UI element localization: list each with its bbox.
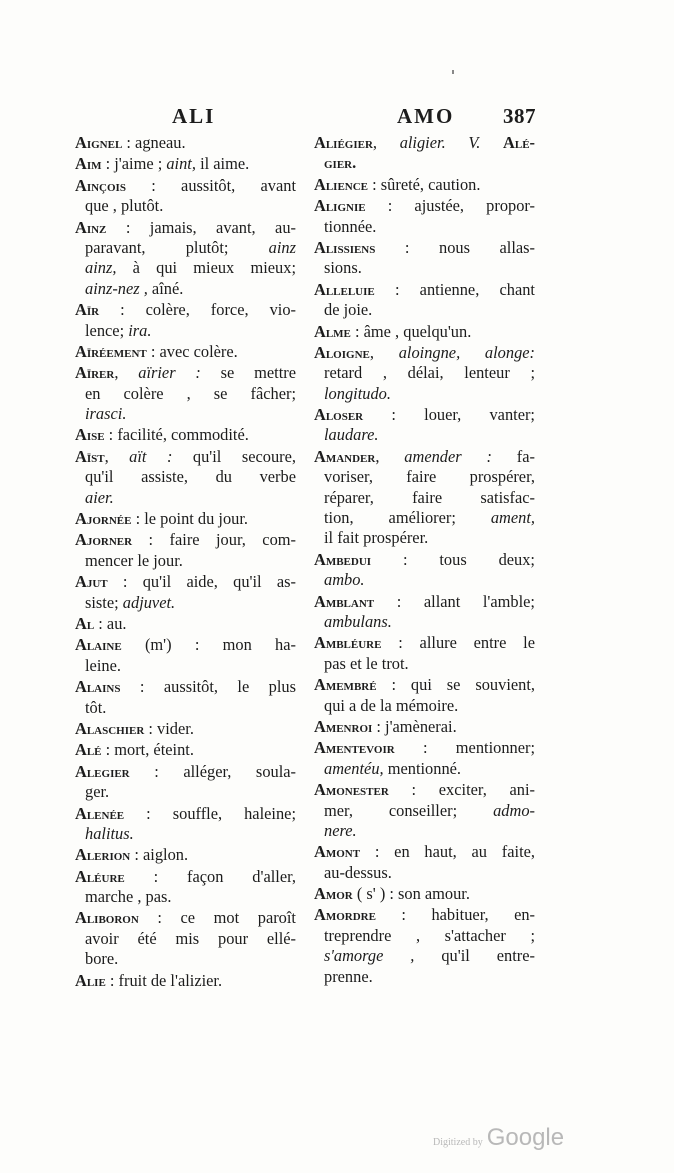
entry-line bbox=[75, 218, 296, 238]
glossary-entry bbox=[314, 133, 535, 174]
entry-line bbox=[75, 635, 296, 655]
definition-text: fa- bbox=[491, 446, 535, 466]
latin-gloss: longitudo. bbox=[324, 383, 391, 403]
glossary-entry bbox=[75, 762, 296, 803]
headword: Aim bbox=[75, 154, 102, 174]
definition-text: : aussitôt, le plus bbox=[120, 677, 296, 697]
latin-gloss: halitus. bbox=[85, 823, 134, 843]
headword: Amblant bbox=[314, 591, 375, 611]
definition-text: : j'amènerai. bbox=[372, 716, 457, 736]
headword: Ajorner bbox=[75, 530, 133, 550]
running-head-left: ALI bbox=[172, 104, 216, 128]
definition-text: que , plutôt. bbox=[85, 196, 164, 216]
definition-text: , bbox=[375, 446, 405, 466]
entry-line bbox=[314, 696, 535, 716]
entry-line bbox=[75, 614, 296, 634]
definition-text: qui a de la mémoire. bbox=[324, 695, 459, 715]
definition-text: : habituer, en- bbox=[375, 905, 535, 925]
definition-text: il fait prospérer. bbox=[324, 528, 429, 548]
entry-line bbox=[75, 300, 296, 320]
entry-line bbox=[314, 946, 535, 966]
glossary-entry bbox=[75, 530, 296, 571]
headword: Amonester bbox=[314, 780, 389, 800]
definition-text: lence; bbox=[85, 320, 129, 340]
glossary-entry bbox=[75, 867, 296, 908]
headword: Aliégier bbox=[314, 133, 373, 152]
headword: Ajut bbox=[75, 572, 108, 592]
latin-gloss: aligier. V. bbox=[399, 133, 481, 152]
entry-line bbox=[75, 321, 296, 341]
definition-text: bore. bbox=[85, 949, 119, 969]
entry-line bbox=[314, 488, 535, 508]
glossary-entry bbox=[75, 342, 296, 362]
entry-line bbox=[314, 633, 535, 653]
definition-text: : jamais, avant, au- bbox=[106, 217, 296, 237]
running-head-right: AMO bbox=[397, 104, 455, 128]
glossary-entry bbox=[75, 719, 296, 739]
latin-gloss: admo- bbox=[493, 800, 535, 820]
entry-line bbox=[314, 675, 535, 695]
definition-text: : tous deux; bbox=[371, 549, 535, 569]
glossary-entry bbox=[314, 238, 535, 279]
entry-line bbox=[314, 425, 535, 445]
entry-line bbox=[75, 404, 296, 424]
glossary-entry bbox=[75, 677, 296, 718]
definition-text: : agneau. bbox=[122, 133, 186, 152]
watermark-prefix: Digitized by bbox=[433, 1137, 483, 1148]
headword: Ambedui bbox=[314, 549, 372, 569]
entry-line bbox=[75, 342, 296, 362]
entry-line bbox=[75, 133, 296, 153]
entry-line bbox=[75, 530, 296, 550]
entry-line bbox=[75, 971, 296, 991]
latin-gloss: s'amorge , bbox=[324, 946, 415, 966]
entry-line bbox=[75, 572, 296, 592]
glossary-entry bbox=[75, 300, 296, 341]
glossary-entry bbox=[314, 175, 535, 195]
definition-text: : faire jour, com- bbox=[132, 530, 296, 550]
entry-line bbox=[314, 300, 535, 320]
glossary-entry bbox=[75, 447, 296, 508]
glossary-entry bbox=[314, 322, 535, 342]
headword: Aïst bbox=[75, 446, 105, 466]
digitization-watermark bbox=[433, 1124, 564, 1152]
latin-gloss: ambulans. bbox=[324, 611, 392, 631]
latin-gloss: ainz bbox=[268, 237, 296, 257]
headword: Alme bbox=[314, 321, 351, 341]
entry-line bbox=[314, 801, 535, 821]
entry-line bbox=[314, 405, 535, 425]
entry-line bbox=[314, 217, 535, 237]
entry-line bbox=[75, 238, 296, 258]
entry-line bbox=[314, 508, 535, 528]
headword: Ambléure bbox=[314, 633, 382, 653]
entry-line bbox=[75, 656, 296, 676]
glossary-entry bbox=[314, 343, 535, 404]
definition-text: leine. bbox=[85, 655, 121, 675]
entry-line bbox=[75, 677, 296, 697]
entry-line bbox=[75, 488, 296, 508]
headword: Aïrer bbox=[75, 363, 115, 383]
glossary-entry bbox=[314, 717, 535, 737]
definition-text: : façon d'aller, bbox=[124, 866, 296, 886]
entry-line bbox=[75, 279, 296, 299]
entry-line bbox=[75, 740, 296, 760]
headword: Aliboron bbox=[75, 908, 139, 928]
entry-line bbox=[314, 717, 535, 737]
definition-text: : facilité, commodité. bbox=[104, 425, 249, 445]
entry-line bbox=[75, 887, 296, 907]
headword: Ajornée bbox=[75, 509, 132, 529]
definition-text: aîné. bbox=[147, 278, 184, 298]
entry-line bbox=[314, 592, 535, 612]
headword: Alignie bbox=[314, 196, 366, 216]
definition-text: : louer, vanter; bbox=[363, 405, 535, 425]
glossary-entry bbox=[75, 804, 296, 845]
entry-line bbox=[314, 780, 535, 800]
definition-text: : ce mot paroît bbox=[138, 908, 296, 928]
glossary-column-right bbox=[314, 133, 535, 988]
headword: Ainçois bbox=[75, 175, 126, 195]
latin-gloss: adjuvet. bbox=[122, 592, 176, 612]
glossary-entry bbox=[75, 572, 296, 613]
glossary-entry bbox=[314, 738, 535, 779]
latin-gloss: ira. bbox=[128, 320, 152, 340]
watermark-brand: Google bbox=[486, 1124, 565, 1151]
entry-line bbox=[314, 343, 535, 363]
entry-line bbox=[75, 467, 296, 487]
glossary-entry bbox=[314, 196, 535, 237]
definition-text: : exciter, ani- bbox=[388, 780, 535, 800]
glossary-entry bbox=[314, 780, 535, 841]
entry-line bbox=[314, 528, 535, 548]
page-number: 387 bbox=[503, 104, 536, 128]
entry-line bbox=[314, 363, 535, 383]
definition-text: : fruit de l'alizier. bbox=[105, 970, 223, 990]
entry-line bbox=[314, 738, 535, 758]
definition-text: : qu'il aide, qu'il as- bbox=[107, 572, 296, 592]
glossary-entry bbox=[75, 509, 296, 529]
definition-text: : souffle, haleine; bbox=[124, 803, 296, 823]
definition-text: : âme , quelqu'un. bbox=[350, 321, 472, 341]
entry-line bbox=[314, 322, 535, 342]
glossary-entry bbox=[75, 740, 296, 760]
definition-text: , bbox=[369, 342, 399, 362]
definition-text: : vider. bbox=[144, 718, 194, 738]
entry-line bbox=[314, 467, 535, 487]
headword: Amander bbox=[314, 446, 376, 466]
entry-line bbox=[314, 280, 535, 300]
entry-line bbox=[75, 929, 296, 949]
definition-text: (m') : mon ha- bbox=[121, 635, 296, 655]
entry-line bbox=[75, 447, 296, 467]
headword: Alaschier bbox=[75, 718, 145, 738]
entry-line bbox=[314, 175, 535, 195]
headword: Alleluie bbox=[314, 279, 375, 299]
glossary-entry bbox=[314, 675, 535, 716]
headword: Aïr bbox=[75, 300, 100, 320]
headword: Alerion bbox=[75, 845, 131, 865]
headword: Alé- bbox=[503, 133, 535, 152]
entry-line bbox=[75, 867, 296, 887]
headword: Alenée bbox=[75, 803, 125, 823]
definition-text: en colère , se fâcher; bbox=[85, 383, 296, 403]
definition-text: : aiglon. bbox=[130, 845, 189, 865]
entry-line bbox=[75, 384, 296, 404]
glossary-entry bbox=[75, 845, 296, 865]
glossary-entry bbox=[75, 614, 296, 634]
definition-text: : avec colère. bbox=[146, 341, 238, 361]
latin-gloss: aint, bbox=[166, 154, 196, 174]
definition-text: : mentionner; bbox=[394, 738, 535, 758]
entry-line bbox=[314, 196, 535, 216]
definition-text: : allure entre le bbox=[381, 633, 535, 653]
entry-line bbox=[314, 842, 535, 862]
glossary-entry bbox=[314, 884, 535, 904]
glossary-entry bbox=[75, 133, 296, 153]
latin-gloss: ainz, bbox=[85, 258, 117, 278]
headword: Amont bbox=[314, 842, 361, 862]
latin-gloss: aloingne, alonge: bbox=[398, 342, 535, 362]
latin-gloss: irasci. bbox=[85, 404, 127, 424]
definition-text: mentionné. bbox=[383, 758, 462, 778]
definition-text: au-dessus. bbox=[324, 862, 392, 882]
definition-text: mencer le jour. bbox=[85, 550, 183, 570]
glossary-column-left bbox=[75, 133, 296, 992]
definition-text: réparer, faire satisfac- bbox=[324, 487, 535, 507]
print-mark bbox=[452, 70, 454, 74]
entry-line bbox=[75, 824, 296, 844]
headword: Al bbox=[75, 613, 95, 633]
headword: Alie bbox=[75, 970, 106, 990]
entry-line bbox=[314, 821, 535, 841]
entry-line bbox=[75, 176, 296, 196]
entry-line bbox=[75, 196, 296, 216]
definition-text: tôt. bbox=[85, 697, 107, 717]
headword: Aise bbox=[75, 425, 105, 445]
entry-line bbox=[314, 550, 535, 570]
entry-line bbox=[75, 363, 296, 383]
headword: Alé bbox=[75, 740, 102, 760]
headword: Amenroi bbox=[314, 716, 373, 736]
headword: Alegier bbox=[75, 761, 130, 781]
definition-text: avoir été mis pour ellé- bbox=[85, 928, 296, 948]
latin-gloss: nere. bbox=[324, 820, 357, 840]
headword: Amentevoir bbox=[314, 738, 395, 758]
definition-text: tionnée. bbox=[324, 216, 377, 236]
entry-line bbox=[314, 258, 535, 278]
definition-text: tion, améliorer; bbox=[324, 508, 491, 528]
latin-gloss: ambo. bbox=[324, 570, 365, 590]
headword: Amembré bbox=[314, 675, 377, 695]
glossary-entry bbox=[314, 592, 535, 633]
definition-text: paravant, plutôt; bbox=[85, 237, 269, 257]
definition-text: : aussitôt, avant bbox=[125, 175, 296, 195]
glossary-entry bbox=[75, 635, 296, 676]
definition-text: : le point du jour. bbox=[131, 509, 249, 529]
headword: Amordre bbox=[314, 905, 376, 925]
glossary-entry bbox=[314, 280, 535, 321]
entry-line bbox=[314, 238, 535, 258]
glossary-entry bbox=[314, 905, 535, 987]
definition-text: mer, conseiller; bbox=[324, 800, 494, 820]
definition-text: qu'il assiste, du verbe bbox=[85, 467, 296, 487]
headword: Alaine bbox=[75, 635, 122, 655]
entry-line bbox=[75, 593, 296, 613]
headword: Alissiens bbox=[314, 237, 376, 257]
glossary-entry bbox=[314, 550, 535, 591]
definition-text: qu'il secoure, bbox=[172, 446, 296, 466]
definition-text: : antienne, chant bbox=[374, 279, 535, 299]
definition-text: : au. bbox=[94, 613, 127, 633]
entry-line bbox=[75, 551, 296, 571]
glossary-entry bbox=[75, 971, 296, 991]
entry-line bbox=[314, 654, 535, 674]
definition-text: , bbox=[372, 133, 400, 152]
entry-line bbox=[314, 905, 535, 925]
definition-text: : allant l'amble; bbox=[374, 591, 535, 611]
definition-text: il aime. bbox=[195, 154, 250, 174]
entry-line bbox=[314, 447, 535, 467]
latin-gloss: laudare. bbox=[324, 425, 379, 445]
glossary-entry bbox=[314, 633, 535, 674]
definition-text: , bbox=[104, 446, 130, 466]
latin-gloss: aïrier : bbox=[138, 363, 201, 383]
latin-gloss: aier. bbox=[85, 487, 114, 507]
entry-line bbox=[314, 612, 535, 632]
definition-text: : en haut, au faite, bbox=[360, 842, 535, 862]
entry-line bbox=[75, 845, 296, 865]
definition-text: prenne. bbox=[324, 966, 373, 986]
definition-text: : nous allas- bbox=[375, 237, 535, 257]
entry-line bbox=[314, 926, 535, 946]
definition-text: pas et le trot. bbox=[324, 653, 409, 673]
definition-text: : alléger, soula- bbox=[129, 761, 296, 781]
definition-text: voriser, faire prospérer, bbox=[324, 467, 535, 487]
entry-line bbox=[314, 884, 535, 904]
glossary-entry bbox=[314, 447, 535, 549]
glossary-entry bbox=[75, 218, 296, 300]
latin-gloss: ainz-nez , bbox=[85, 278, 148, 298]
glossary-entry bbox=[75, 154, 296, 174]
latin-gloss: amender : bbox=[404, 446, 492, 466]
definition-text: ( s' ) : son amour. bbox=[352, 884, 470, 904]
entry-line bbox=[75, 154, 296, 174]
latin-gloss: ament, bbox=[490, 508, 535, 528]
definition-text: , bbox=[114, 363, 139, 383]
headword: Alains bbox=[75, 677, 121, 697]
entry-line bbox=[314, 570, 535, 590]
headword: Alience bbox=[314, 174, 369, 194]
definition-text: : colère, force, vio- bbox=[99, 300, 296, 320]
entry-line bbox=[314, 967, 535, 987]
glossary-entry bbox=[314, 405, 535, 446]
definition-text: : j'aime ; bbox=[101, 154, 167, 174]
entry-line bbox=[314, 863, 535, 883]
entry-line bbox=[75, 698, 296, 718]
entry-line bbox=[75, 258, 296, 278]
entry-line bbox=[75, 762, 296, 782]
entry-line bbox=[75, 509, 296, 529]
headword: Amor bbox=[314, 884, 353, 904]
definition-text: : mort, éteint. bbox=[101, 740, 194, 760]
glossary-entry bbox=[75, 363, 296, 424]
entry-line bbox=[75, 719, 296, 739]
definition-text: retard , délai, lenteur ; bbox=[324, 363, 535, 383]
latin-gloss: aït : bbox=[129, 446, 173, 466]
glossary-entry bbox=[314, 842, 535, 883]
definition-text: treprendre , s'attacher ; bbox=[324, 925, 535, 945]
latin-gloss: amentéu, bbox=[324, 758, 384, 778]
definition-text: : ajustée, propor- bbox=[365, 196, 535, 216]
entry-line bbox=[75, 949, 296, 969]
definition-text: sions. bbox=[324, 258, 362, 278]
definition-text: : sûreté, caution. bbox=[368, 174, 481, 194]
headword: Aloigne bbox=[314, 342, 370, 362]
definition-text: : qui se souvient, bbox=[376, 675, 535, 695]
glossary-entry bbox=[75, 425, 296, 445]
entry-line bbox=[314, 133, 535, 153]
entry-line bbox=[314, 384, 535, 404]
headword: Aléure bbox=[75, 866, 125, 886]
definition-text bbox=[480, 133, 503, 152]
entry-line bbox=[75, 425, 296, 445]
headword: gier. bbox=[324, 153, 357, 173]
definition-text: siste; bbox=[85, 592, 123, 612]
entry-line bbox=[75, 782, 296, 802]
definition-text: de joie. bbox=[324, 300, 373, 320]
definition-text: qu'il entre- bbox=[414, 946, 535, 966]
headword: Ainz bbox=[75, 217, 107, 237]
glossary-entry bbox=[75, 176, 296, 217]
headword: Aignel bbox=[75, 133, 123, 152]
glossary-entry bbox=[75, 908, 296, 969]
definition-text: marche , pas. bbox=[85, 887, 172, 907]
entry-line bbox=[314, 153, 535, 173]
entry-line bbox=[75, 804, 296, 824]
headword: Aïréement bbox=[75, 341, 147, 361]
definition-text: à qui mieux mieux; bbox=[116, 258, 296, 278]
headword: Aloser bbox=[314, 405, 364, 425]
definition-text: ger. bbox=[85, 782, 110, 802]
definition-text: se mettre bbox=[200, 363, 296, 383]
entry-line bbox=[314, 759, 535, 779]
entry-line bbox=[75, 908, 296, 928]
